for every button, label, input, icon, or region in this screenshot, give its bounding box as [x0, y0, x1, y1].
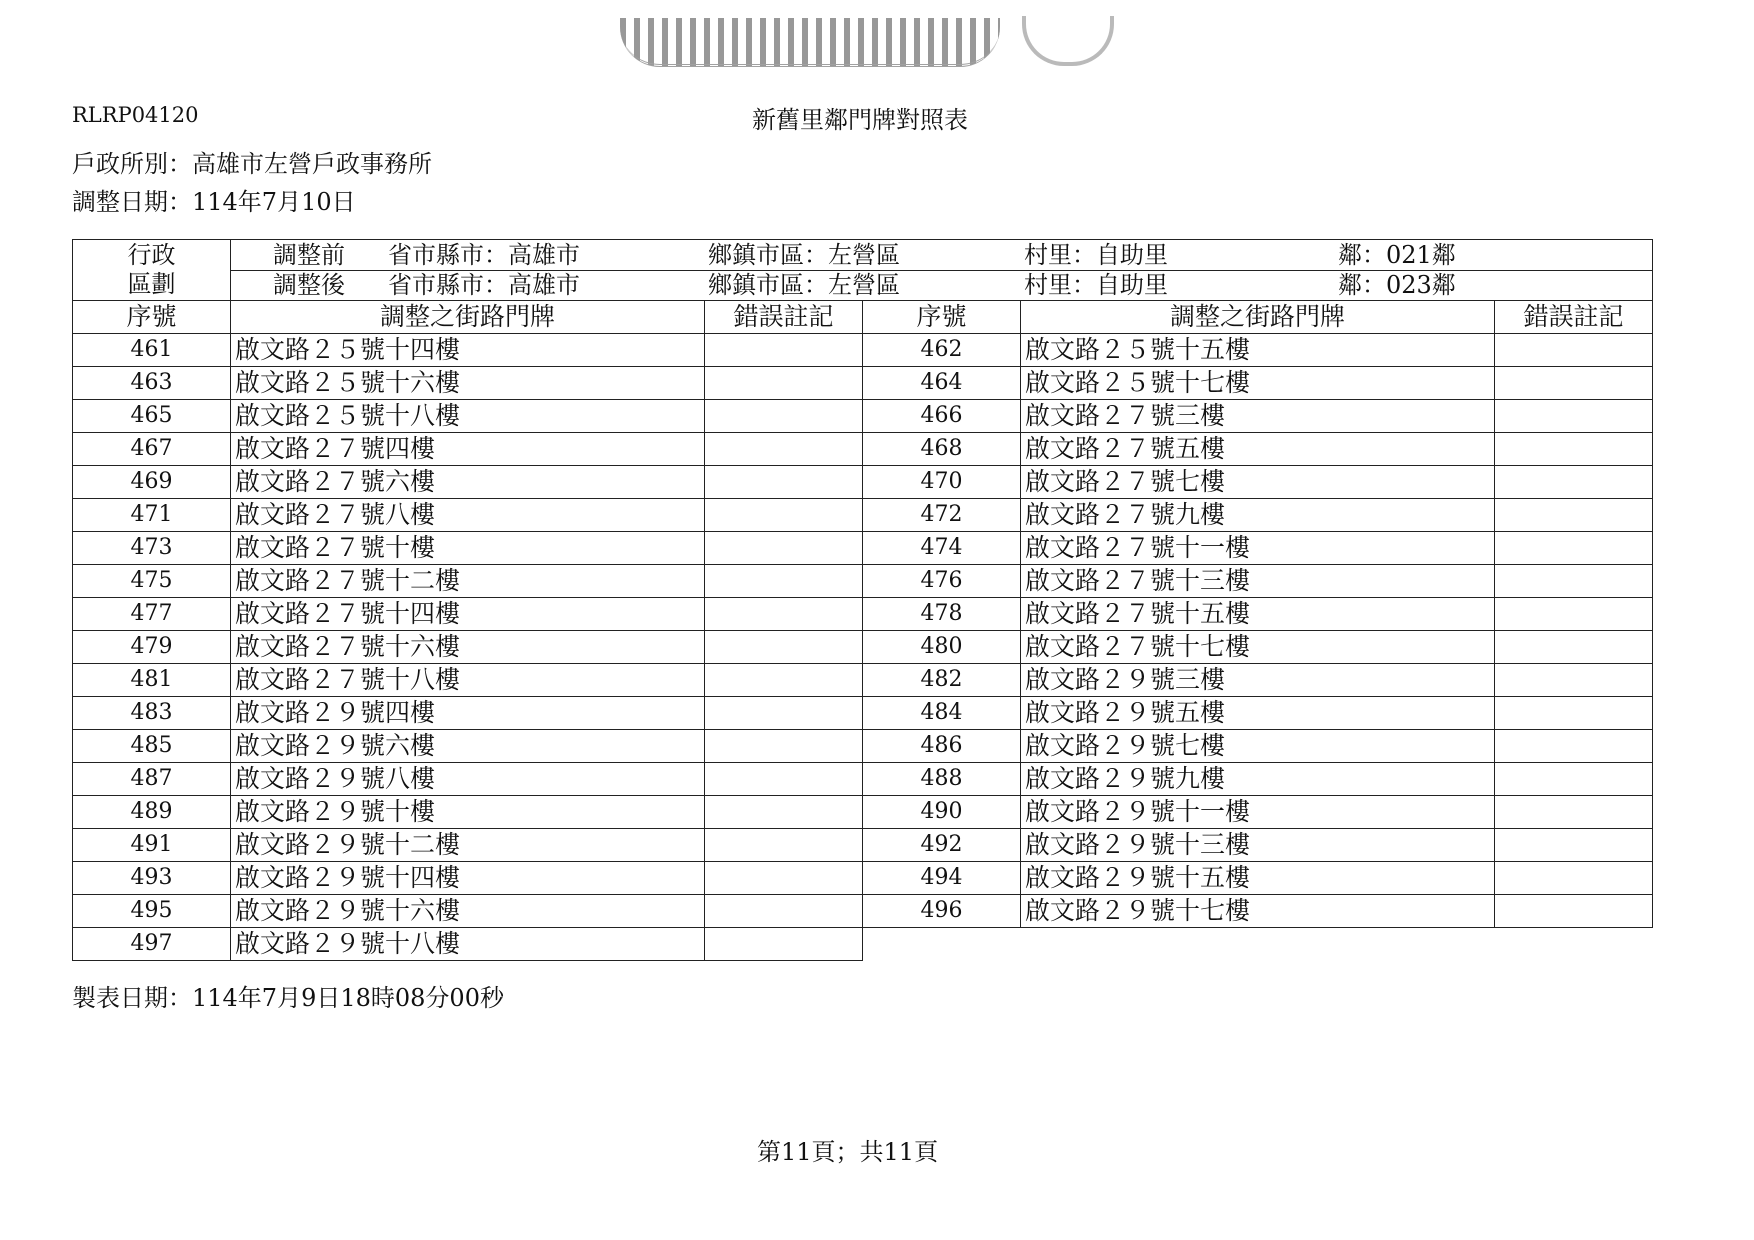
row-address-right: 啟文路２９號十三樓: [1021, 829, 1495, 862]
before-row: [231, 241, 1652, 270]
page-number: 第11頁；共11頁: [757, 1138, 939, 1166]
row-address-right: 啟文路２９號三樓: [1021, 664, 1495, 697]
row-address-right: 啟文路２５號十七樓: [1021, 367, 1495, 400]
row-error-right: [1495, 829, 1653, 862]
row-address-right: [1021, 928, 1495, 961]
row-error-left: [705, 400, 863, 433]
col-header-seq-left: 序號: [73, 301, 231, 334]
row-address-left: 啟文路２７號十二樓: [231, 565, 705, 598]
row-seq-left: 497: [73, 928, 231, 961]
row-error-left: [705, 631, 863, 664]
row-address-right: 啟文路２９號十七樓: [1021, 895, 1495, 928]
row-address-right: 啟文路２９號十一樓: [1021, 796, 1495, 829]
row-address-left: 啟文路２９號十二樓: [231, 829, 705, 862]
row-address-left: 啟文路２５號十六樓: [231, 367, 705, 400]
row-address-left: 啟文路２９號八樓: [231, 763, 705, 796]
table-row: [73, 697, 1653, 730]
table-row: [73, 598, 1653, 631]
row-seq-left: 489: [73, 796, 231, 829]
row-address-left: 啟文路２５號十四樓: [231, 334, 705, 367]
row-error-right: [1495, 499, 1653, 532]
row-address-right: 啟文路２７號三樓: [1021, 400, 1495, 433]
region-header-cell: [73, 240, 231, 301]
row-error-left: [705, 367, 863, 400]
row-error-right: [1495, 433, 1653, 466]
col-header-seq-right: 序號: [863, 301, 1021, 334]
region-info-cell: [231, 240, 1653, 301]
row-seq-right: 482: [863, 664, 1021, 697]
row-address-left: 啟文路２７號十八樓: [231, 664, 705, 697]
row-address-right: 啟文路２７號九樓: [1021, 499, 1495, 532]
row-error-left: [705, 565, 863, 598]
row-error-left: [705, 697, 863, 730]
before-village: 村里：自助里: [1024, 240, 1168, 269]
row-seq-left: 465: [73, 400, 231, 433]
table-row: [73, 664, 1653, 697]
region-header-row: [73, 240, 1653, 301]
row-seq-right: 496: [863, 895, 1021, 928]
col-header-error-right: 錯誤註記: [1495, 301, 1653, 334]
row-error-left: [705, 664, 863, 697]
row-error-left: [705, 862, 863, 895]
table-row: [73, 499, 1653, 532]
row-address-right: 啟文路２７號七樓: [1021, 466, 1495, 499]
row-seq-left: 469: [73, 466, 231, 499]
report-code: RLRP04120: [72, 103, 199, 127]
row-address-left: 啟文路２７號四樓: [231, 433, 705, 466]
row-error-right: [1495, 895, 1653, 928]
before-label: 調整前: [273, 240, 345, 269]
row-address-right: 啟文路２７號五樓: [1021, 433, 1495, 466]
row-seq-right: 470: [863, 466, 1021, 499]
row-address-left: 啟文路２７號六樓: [231, 466, 705, 499]
row-error-right: [1495, 928, 1653, 961]
row-error-left: [705, 499, 863, 532]
table-row: [73, 631, 1653, 664]
table-row: [73, 829, 1653, 862]
adjust-date-label: 調整日期：114年7月10日: [72, 188, 356, 216]
row-error-right: [1495, 400, 1653, 433]
made-date-label: 製表日期：114年7月9日18時08分00秒: [72, 984, 504, 1012]
row-address-right: 啟文路２７號十一樓: [1021, 532, 1495, 565]
table-row: [73, 367, 1653, 400]
row-error-left: [705, 829, 863, 862]
before-neighborhood: 鄰：021鄰: [1338, 240, 1456, 269]
row-seq-left: 477: [73, 598, 231, 631]
row-error-left: [705, 433, 863, 466]
row-seq-right: 468: [863, 433, 1021, 466]
table-row: [73, 433, 1653, 466]
row-error-right: [1495, 697, 1653, 730]
page-title: 新舊里鄰門牌對照表: [752, 106, 968, 134]
row-seq-right: 478: [863, 598, 1021, 631]
row-seq-right: 466: [863, 400, 1021, 433]
row-address-right: 啟文路２７號十五樓: [1021, 598, 1495, 631]
row-error-right: [1495, 631, 1653, 664]
table-row: [73, 334, 1653, 367]
row-address-left: 啟文路２７號十樓: [231, 532, 705, 565]
region-header-line-2: 區劃: [127, 270, 176, 298]
row-error-left: [705, 763, 863, 796]
row-error-right: [1495, 598, 1653, 631]
row-seq-right: [863, 928, 1021, 961]
row-seq-right: 490: [863, 796, 1021, 829]
after-city: 省市縣市：高雄市: [388, 270, 580, 299]
row-address-left: 啟文路２７號十四樓: [231, 598, 705, 631]
table-row: [73, 400, 1653, 433]
row-error-right: [1495, 730, 1653, 763]
row-address-right: 啟文路２９號五樓: [1021, 697, 1495, 730]
row-address-left: 啟文路２７號十六樓: [231, 631, 705, 664]
row-seq-left: 461: [73, 334, 231, 367]
row-seq-left: 463: [73, 367, 231, 400]
row-address-right: 啟文路２９號十五樓: [1021, 862, 1495, 895]
row-address-left: 啟文路２９號六樓: [231, 730, 705, 763]
before-city: 省市縣市：高雄市: [388, 240, 580, 269]
column-header-row: [73, 301, 1653, 334]
seal-icon: [1022, 16, 1114, 66]
col-header-error-left: 錯誤註記: [705, 301, 863, 334]
row-address-left: 啟文路２７號八樓: [231, 499, 705, 532]
row-address-right: 啟文路２９號七樓: [1021, 730, 1495, 763]
row-seq-left: 495: [73, 895, 231, 928]
row-address-left: 啟文路２９號十八樓: [231, 928, 705, 961]
row-error-left: [705, 466, 863, 499]
row-error-right: [1495, 565, 1653, 598]
after-neighborhood: 鄰：023鄰: [1338, 270, 1456, 299]
row-error-left: [705, 928, 863, 961]
col-header-address-left: 調整之街路門牌: [231, 301, 705, 334]
row-seq-left: 471: [73, 499, 231, 532]
row-seq-left: 467: [73, 433, 231, 466]
row-address-left: 啟文路２９號十樓: [231, 796, 705, 829]
table-row: [73, 730, 1653, 763]
row-seq-right: 474: [863, 532, 1021, 565]
row-address-right: 啟文路２７號十七樓: [1021, 631, 1495, 664]
after-village: 村里：自助里: [1024, 270, 1168, 299]
after-row: [231, 270, 1652, 300]
row-seq-left: 479: [73, 631, 231, 664]
row-seq-left: 485: [73, 730, 231, 763]
row-error-right: [1495, 532, 1653, 565]
header-stamp: [620, 18, 1000, 67]
row-seq-left: 491: [73, 829, 231, 862]
row-address-right: 啟文路２５號十五樓: [1021, 334, 1495, 367]
row-error-right: [1495, 334, 1653, 367]
row-seq-right: 484: [863, 697, 1021, 730]
row-error-left: [705, 598, 863, 631]
table-row: [73, 466, 1653, 499]
row-seq-right: 462: [863, 334, 1021, 367]
row-seq-left: 481: [73, 664, 231, 697]
before-district: 鄉鎮市區：左營區: [708, 240, 900, 269]
table-row: [73, 763, 1653, 796]
row-seq-right: 494: [863, 862, 1021, 895]
row-seq-right: 464: [863, 367, 1021, 400]
row-error-left: [705, 532, 863, 565]
row-error-left: [705, 895, 863, 928]
table-row: [73, 862, 1653, 895]
row-error-right: [1495, 664, 1653, 697]
row-address-left: 啟文路２９號十六樓: [231, 895, 705, 928]
row-address-right: 啟文路２９號九樓: [1021, 763, 1495, 796]
region-header-line-1: 行政: [127, 241, 176, 269]
row-error-left: [705, 730, 863, 763]
table-row: [73, 565, 1653, 598]
address-table: [72, 239, 1653, 961]
row-seq-left: 483: [73, 697, 231, 730]
row-error-right: [1495, 862, 1653, 895]
row-error-right: [1495, 367, 1653, 400]
after-label: 調整後: [273, 270, 345, 299]
row-error-right: [1495, 796, 1653, 829]
row-seq-right: 486: [863, 730, 1021, 763]
office-label: 戶政所別：高雄市左營戶政事務所: [72, 150, 432, 178]
row-address-left: 啟文路２９號十四樓: [231, 862, 705, 895]
row-error-left: [705, 334, 863, 367]
table-row: [73, 928, 1653, 961]
row-address-left: 啟文路２５號十八樓: [231, 400, 705, 433]
table-row: [73, 532, 1653, 565]
row-seq-right: 488: [863, 763, 1021, 796]
row-address-left: 啟文路２９號四樓: [231, 697, 705, 730]
row-seq-right: 492: [863, 829, 1021, 862]
row-seq-left: 473: [73, 532, 231, 565]
row-address-right: 啟文路２７號十三樓: [1021, 565, 1495, 598]
row-seq-right: 472: [863, 499, 1021, 532]
table-row: [73, 796, 1653, 829]
row-seq-left: 487: [73, 763, 231, 796]
row-seq-right: 480: [863, 631, 1021, 664]
col-header-address-right: 調整之街路門牌: [1021, 301, 1495, 334]
row-error-right: [1495, 466, 1653, 499]
row-seq-right: 476: [863, 565, 1021, 598]
row-seq-left: 475: [73, 565, 231, 598]
table-row: [73, 895, 1653, 928]
row-seq-left: 493: [73, 862, 231, 895]
row-error-left: [705, 796, 863, 829]
row-error-right: [1495, 763, 1653, 796]
after-district: 鄉鎮市區：左營區: [708, 270, 900, 299]
